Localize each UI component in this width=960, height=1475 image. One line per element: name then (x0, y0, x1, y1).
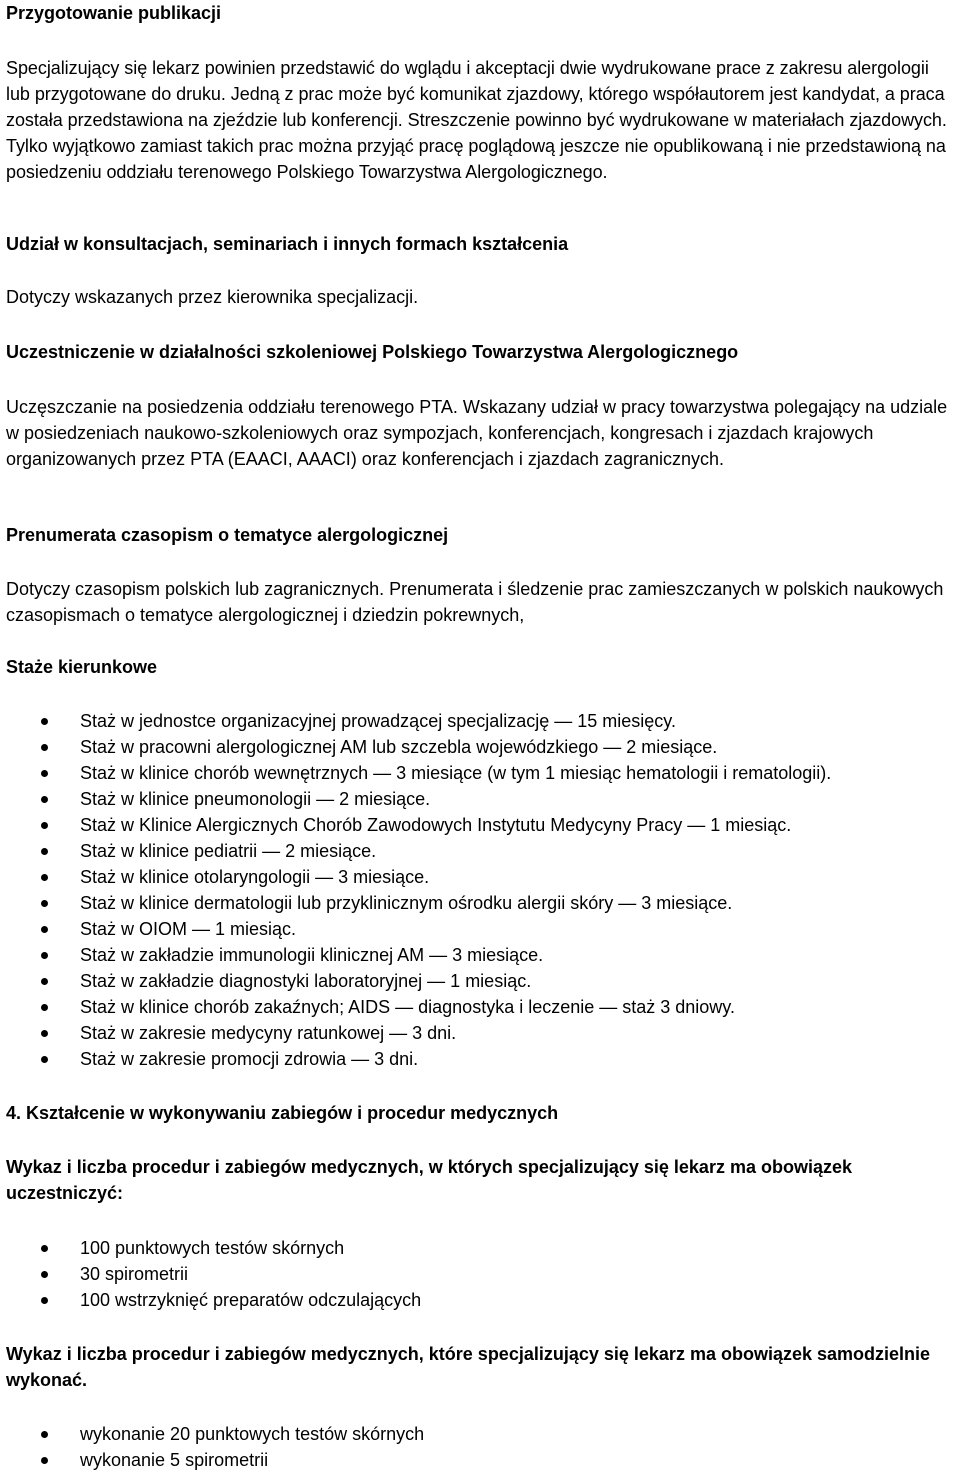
wykaz-uczestniczyc-list (6, 1235, 421, 1313)
list-item: Staż w klinice dermatologii lub przyklinicznym ośrodku alergii skóry — 3 miesiące. (80, 890, 960, 916)
list-item: Staż w jednostce organizacyjnej prowadzącej specjalizację — 15 miesięcy. (80, 708, 960, 734)
list-item: Staż w zakresie promocji zdrowia — 3 dni. (80, 1046, 960, 1072)
paragraph-pta: Uczęszczanie na posiedzenia oddziału terenowego PTA. Wskazany udział w pracy towarzystwa polegający na udziale w posiedzeniach naukowo-szkoleniowych oraz sympozjach, konferencjach, kongresach i zjazdach krajowych organizowanych przez PTA (EAACI, AAACI) oraz konferencjach i zjazdach zagranicznych. (6, 397, 948, 469)
heading-pta: Uczestniczenie w działalności szkoleniowej Polskiego Towarzystwa Alergologicznego (6, 342, 739, 362)
heading-konsultacje: Udział w konsultacjach, seminariach i innych formach kształcenia (6, 234, 569, 254)
list-item: Staż w OIOM — 1 miesiąc. (80, 916, 960, 942)
list-item: Staż w zakładzie diagnostyki laboratoryjnej — 1 miesiąc. (80, 968, 960, 994)
list-item: Staż w pracowni alergologicznej AM lub szczebla wojewódzkiego — 2 miesiące. (80, 734, 960, 760)
list-item: 100 wstrzyknięć preparatów odczulających (80, 1287, 421, 1313)
list-item: Staż w zakresie medycyny ratunkowej — 3 dni. (80, 1020, 960, 1046)
list-item: Staż w zakładzie immunologii klinicznej AM — 3 miesiące. (80, 942, 960, 968)
heading-wykaz-wykonac: Wykaz i liczba procedur i zabiegów medycznych, które specjalizujący się lekarz ma obowiązek samodzielnie wykonać. (6, 1344, 931, 1390)
intro-paragraph: Specjalizujący się lekarz powinien przedstawić do wglądu i akceptacji dwie wydrukowane prace z zakresu alergologii lub przygotowane do druku. Jedną z prac może być komunikat zjazdowy, którego współautorem jest kandydat, a praca została przedstawiona na zjeździe lub konferencji. Streszczenie powinno być wydrukowane w materiałach zjazdowych. Tylko wyjątkowo zamiast takich prac można przyjąć pracę poglądową jeszcze nie opublikowaną i nie przedstawioną na posiedzeniu oddziału terenowego Polskiego Towarzystwa Alergologicznego. (6, 58, 947, 182)
list-item: Staż w klinice chorób wewnętrznych — 3 miesiące (w tym 1 miesiąc hematologii i rematologii). (80, 760, 960, 786)
heading-staze: Staże kierunkowe (6, 657, 158, 677)
list-item: wykonanie 5 spirometrii (80, 1447, 424, 1473)
heading-prenumerata: Prenumerata czasopism o tematyce alergologicznej (6, 525, 449, 545)
paragraph-prenumerata: Dotyczy czasopism polskich lub zagranicznych. Prenumerata i śledzenie prac zamieszczanych w polskich naukowych czasopismach o tematyce alergologicznej i dziedzin pokrewnych, (6, 579, 944, 625)
heading-wykaz-uczestniczyc: Wykaz i liczba procedur i zabiegów medycznych, w których specjalizujący się lekarz ma obowiązek uczestniczyć: (6, 1157, 852, 1203)
list-item: Staż w klinice chorób zakaźnych; AIDS — diagnostyka i leczenie — staż 3 dniowy. (80, 994, 960, 1020)
heading-section-4: 4. Kształcenie w wykonywaniu zabiegów i procedur medycznych (6, 1103, 559, 1123)
list-item: Staż w klinice pneumonologii — 2 miesiące. (80, 786, 960, 812)
staze-list (6, 708, 960, 1072)
list-item: 30 spirometrii (80, 1261, 421, 1287)
list-item: Staż w klinice pediatrii — 2 miesiące. (80, 838, 960, 864)
wykaz-wykonac-list (6, 1421, 424, 1473)
list-item: Staż w Klinice Alergicznych Chorób Zawodowych Instytutu Medycyny Pracy — 1 miesiąc. (80, 812, 960, 838)
page-title: Przygotowanie publikacji (6, 3, 222, 23)
paragraph-konsultacje: Dotyczy wskazanych przez kierownika specjalizacji. (6, 287, 419, 307)
list-item: Staż w klinice otolaryngologii — 3 miesiące. (80, 864, 960, 890)
list-item: 100 punktowych testów skórnych (80, 1235, 421, 1261)
list-item: wykonanie 20 punktowych testów skórnych (80, 1421, 424, 1447)
